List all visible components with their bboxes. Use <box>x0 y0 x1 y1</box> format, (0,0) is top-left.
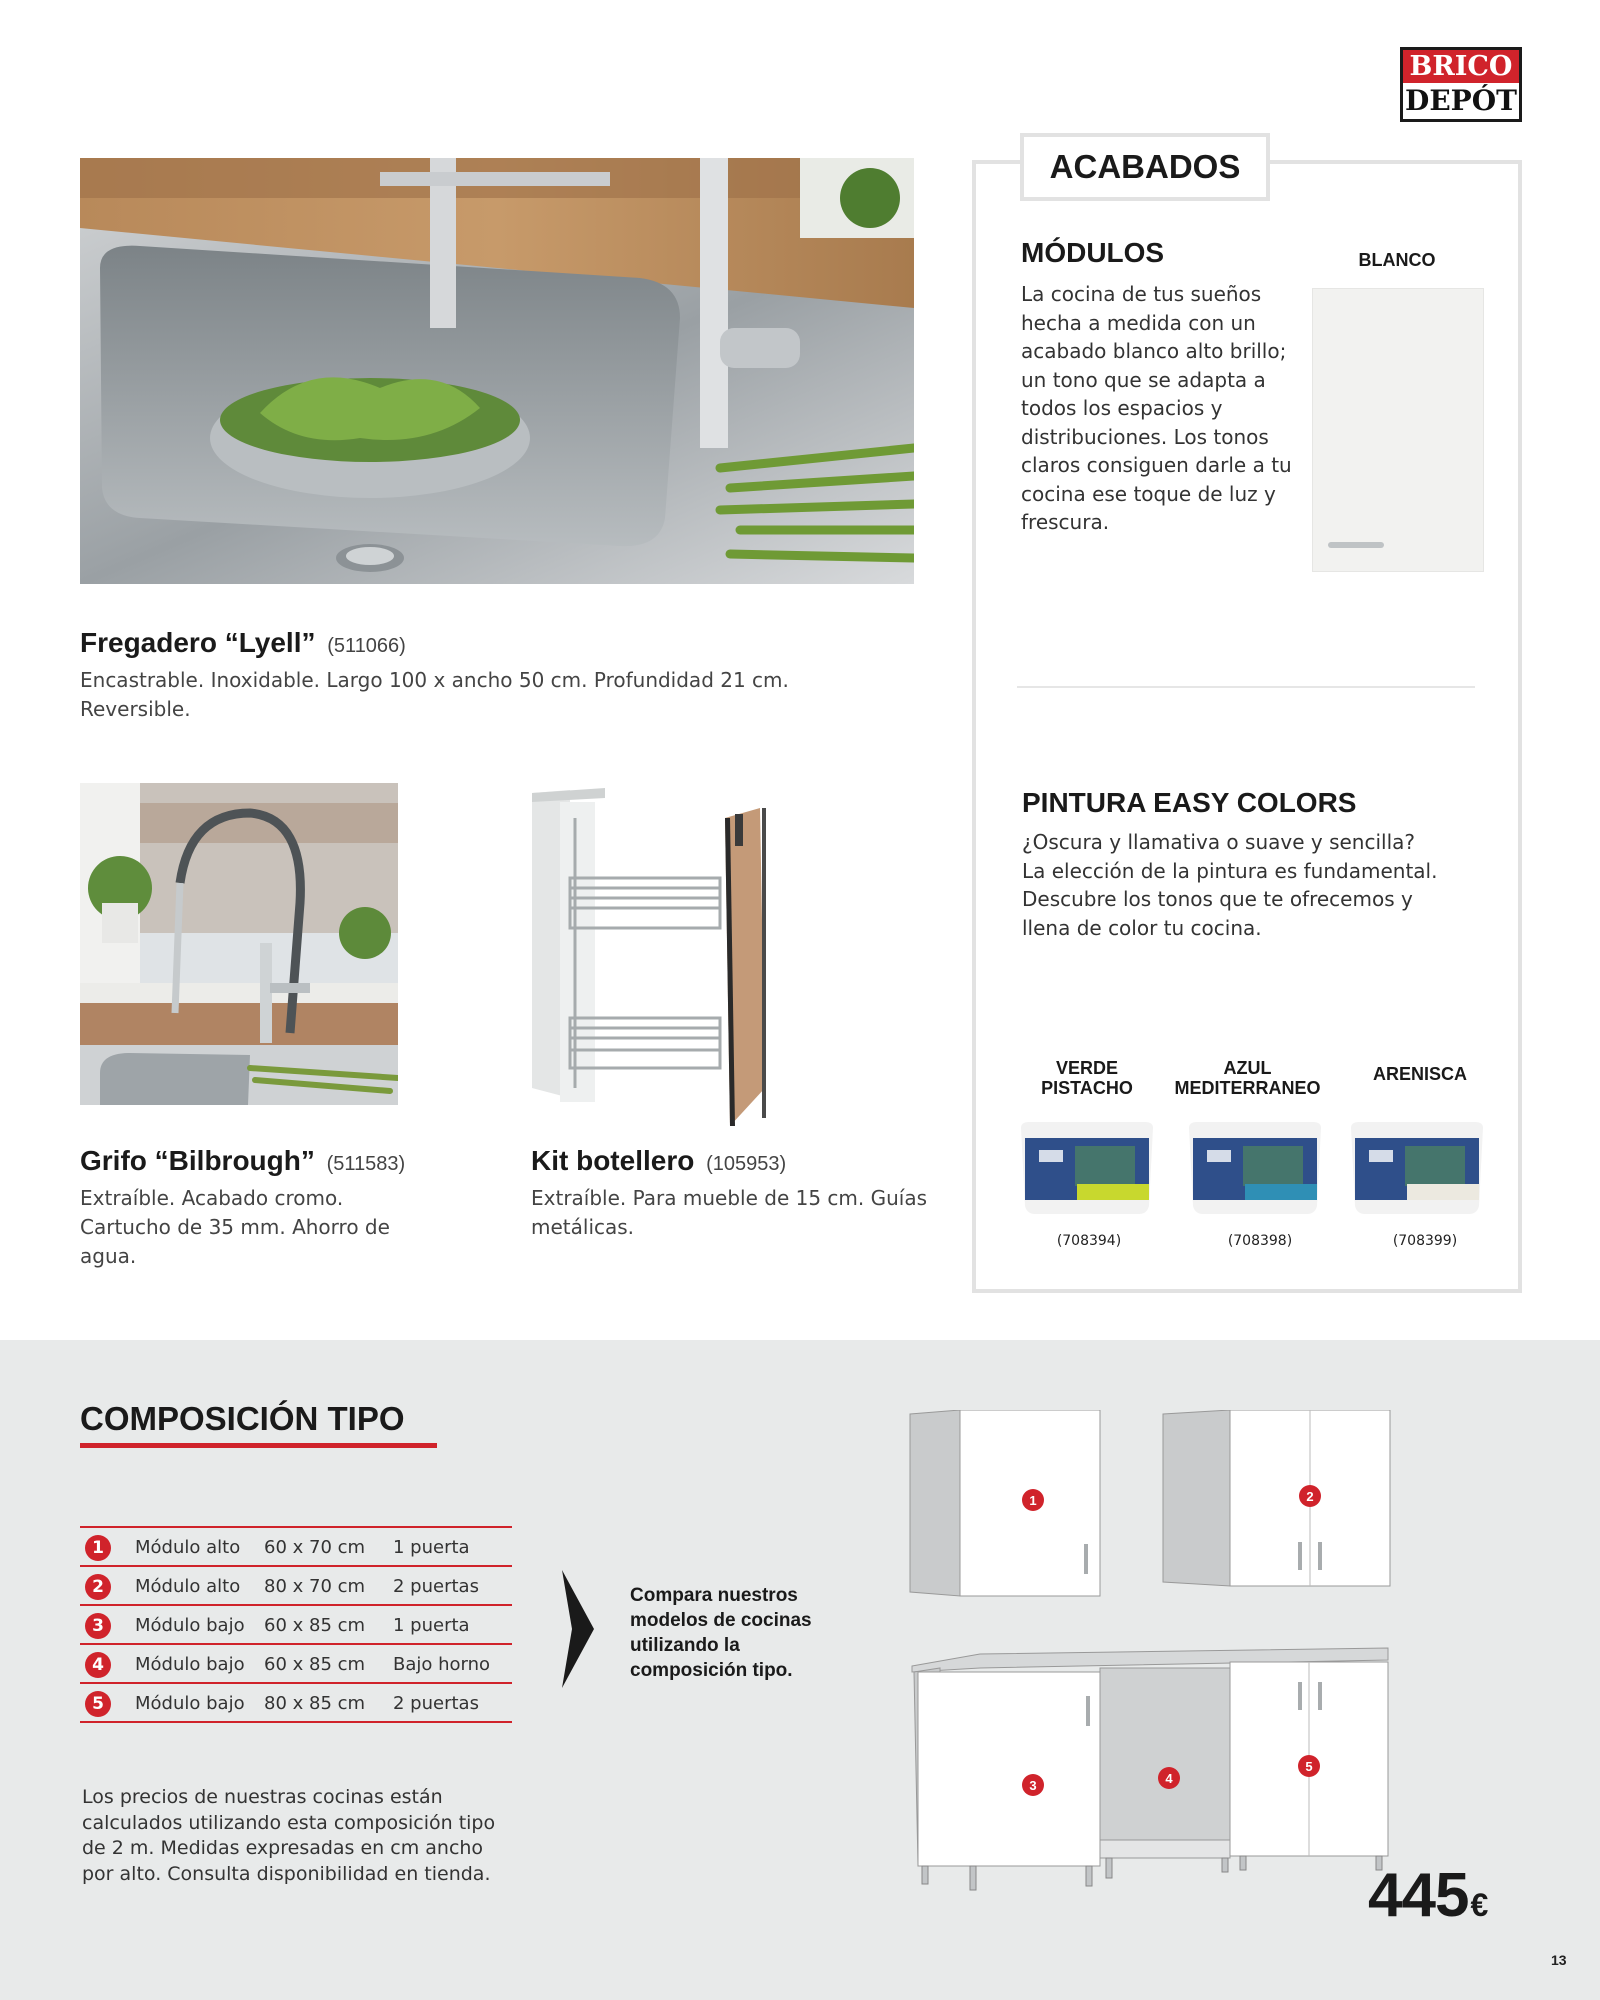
paint-can-verde <box>1017 1122 1157 1218</box>
paint-label-verde: VERDE PISTACHO <box>1041 1058 1133 1098</box>
row-medida: 60 x 85 cm <box>264 1654 366 1675</box>
bottle-rack-photo <box>530 788 770 1128</box>
compare-text: Compara nuestros modelos de cocinas utilizando la composición tipo. <box>630 1585 812 1681</box>
paint-code-arenisca: (708399) <box>1392 1233 1458 1249</box>
price-value: 445 <box>1368 1861 1469 1930</box>
row-modulo: Módulo bajo <box>135 1693 245 1714</box>
row-detalle: 1 puerta <box>393 1537 470 1558</box>
blanco-swatch <box>1312 288 1484 572</box>
row-medida: 80 x 70 cm <box>264 1576 366 1597</box>
product-description-faucet: Extraíble. Acabado cromo. Cartucho de 35 mm. Ahorro de agua. <box>80 1186 390 1268</box>
paint-can-arenisca <box>1347 1122 1487 1218</box>
row-detalle: Bajo horno <box>393 1654 491 1675</box>
modulos-text: La cocina de tus sueños hecha a medida con un acabado blanco alto brillo; un tono que se adapta a todos los espacios y distribuciones. Los tonos claros consiguen darle a tu cocina ese toque de luz y frescura. <box>1021 282 1292 534</box>
table-row <box>80 1528 512 1567</box>
row-modulo: Módulo alto <box>135 1576 241 1597</box>
product-description-bottle-rack: Extraíble. Para mueble de 15 cm. Guías metálicas. <box>531 1186 928 1239</box>
table-row <box>80 1567 512 1606</box>
price <box>1368 1860 1487 1931</box>
row-number: 3 <box>85 1613 111 1639</box>
handle-icon <box>1328 542 1384 548</box>
svg-text:3: 3 <box>1029 1778 1037 1793</box>
row-number: 2 <box>85 1574 111 1600</box>
panel-divider <box>1017 686 1475 688</box>
product-name: Grifo “Bilbrough” <box>80 1145 315 1176</box>
paint-code-verde: (708394) <box>1056 1233 1122 1249</box>
sink-photo <box>80 158 914 584</box>
product-code: (105953) <box>706 1153 787 1175</box>
composicion-title: COMPOSICIÓN TIPO <box>80 1400 405 1437</box>
row-modulo: Módulo alto <box>135 1537 241 1558</box>
row-number: 5 <box>85 1691 111 1717</box>
paint-code-azul: (708398) <box>1227 1233 1293 1249</box>
product-name: Kit botellero <box>531 1145 695 1176</box>
product-title-faucet <box>80 1145 405 1177</box>
row-modulo: Módulo bajo <box>135 1615 245 1636</box>
paint-label-arenisca: ARENISCA <box>1372 1064 1467 1084</box>
table-row <box>80 1645 512 1684</box>
svg-text:5: 5 <box>1305 1759 1313 1774</box>
row-number: 4 <box>85 1652 111 1678</box>
composicion-underline <box>80 1443 437 1448</box>
modulos-title: MÓDULOS <box>1021 237 1165 268</box>
acabados-tab: ACABADOS <box>1020 133 1270 201</box>
row-medida: 80 x 85 cm <box>264 1693 366 1714</box>
row-medida: 60 x 85 cm <box>264 1615 366 1636</box>
table-row <box>80 1684 512 1723</box>
cabinets-illustration <box>900 1410 1400 1924</box>
pintura-text: ¿Oscura y llamativa o suave y sencilla? La elección de la pintura es fundamental. Descubre los tonos que te ofrecemos y llena de color tu cocina. <box>1022 830 1438 940</box>
paint-can-azul <box>1185 1122 1325 1218</box>
logo-line-1: BRICO <box>1403 50 1519 83</box>
product-code: (511066) <box>327 635 406 657</box>
row-number: 1 <box>85 1535 111 1561</box>
svg-text:4: 4 <box>1165 1771 1173 1786</box>
row-detalle: 2 puertas <box>393 1693 479 1714</box>
composicion-note: Los precios de nuestras cocinas están calculados utilizando esta composición tipo de 2 m. Medidas expresadas en cm ancho por alto. Consulta disponibilidad en tienda. <box>82 1786 496 1885</box>
product-description-sink: Encastrable. Inoxidable. Largo 100 x ancho 50 cm. Profundidad 21 cm. Reversible. <box>80 668 789 721</box>
svg-text:2: 2 <box>1306 1489 1314 1504</box>
row-medida: 60 x 70 cm <box>264 1537 366 1558</box>
faucet-photo <box>80 783 398 1105</box>
page-number: 13 <box>1551 1952 1567 1968</box>
svg-text:1: 1 <box>1029 1493 1037 1508</box>
pintura-title: PINTURA EASY COLORS <box>1022 787 1357 818</box>
row-detalle: 1 puerta <box>393 1615 470 1636</box>
product-title-bottle-rack <box>531 1145 786 1177</box>
row-detalle: 2 puertas <box>393 1576 479 1597</box>
row-modulo: Módulo bajo <box>135 1654 245 1675</box>
product-name: Fregadero “Lyell” <box>80 627 316 658</box>
arrow-right-icon <box>562 1570 594 1692</box>
composicion-table <box>80 1526 512 1723</box>
product-title-sink <box>80 627 406 659</box>
brand-logo <box>1400 47 1522 122</box>
product-code: (511583) <box>326 1153 406 1175</box>
table-row <box>80 1606 512 1645</box>
blanco-label: BLANCO <box>1358 250 1436 270</box>
price-currency: € <box>1470 1887 1488 1923</box>
logo-line-2: DEPÓT <box>1403 83 1519 119</box>
paint-label-azul: AZUL MEDITERRANEO <box>1174 1058 1321 1098</box>
